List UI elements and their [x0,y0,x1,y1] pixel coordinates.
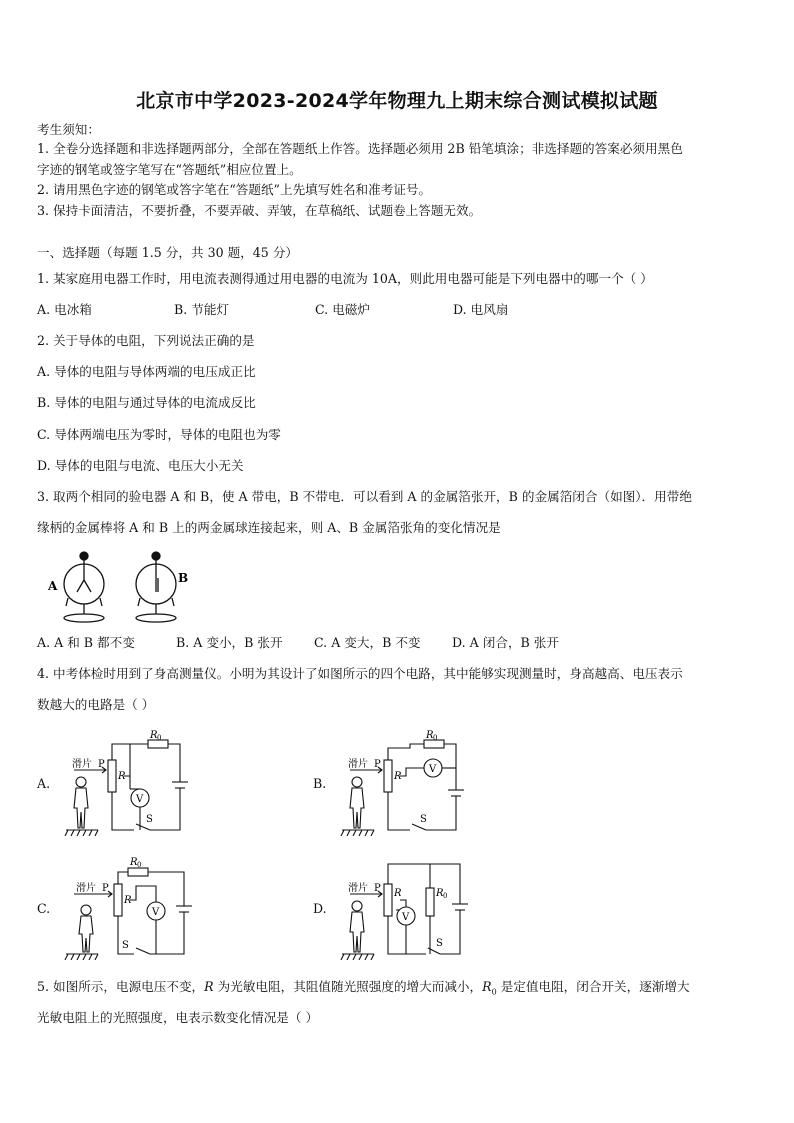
page-title: 北京市中学2023-2024学年物理九上期末综合测试模拟试题 [136,90,658,112]
question-4-option-c: C. [37,901,51,916]
q5-text-c: 是定值电阻，闭合开关，逐渐增大 [496,979,690,994]
question-4-option-b: B. [313,776,327,791]
voltmeter-label: V [136,794,144,805]
question-1-option-d: D. 电风扇 [453,302,509,317]
electroscope-b-label: B [178,571,189,585]
q5-text-a: 5. 如图所示，电源电压不变， [37,979,205,994]
slider-label: 滑片 [72,759,92,770]
question-3-option-b: B. A 变小，B 张开 [176,635,283,650]
resistor-r0-label: R [426,730,434,741]
electroscope-a-label: A [48,579,58,593]
question-4-option-a: A. [37,776,51,791]
slider-p-label: P [374,759,381,770]
circuit-d [340,850,470,960]
question-5-stem-line1 [37,979,757,1001]
resistor-r0-label: R [150,730,158,741]
resistor-r0-sub: 0 [433,734,438,742]
resistor-r-label: R [118,771,126,782]
question-4-stem-line2: 数越大的电路是（ ） [37,697,155,712]
q5-r0-sub: 0 [491,987,497,997]
slider-label: 滑片 [348,883,368,894]
slider-p-label: P [102,883,109,894]
q5-text-b: 为光敏电阻，其阻值随光照强度的增大而减小， [213,979,483,994]
circuit-b [340,726,470,836]
notice-item: 3. 保持卡面清洁，不要折叠，不要弄破、弄皱，在草稿纸、试题卷上答题无效。 [37,203,482,218]
circuit-a [64,726,194,836]
resistor-r-label: R [394,771,402,782]
voltmeter-label: V [152,907,160,918]
question-3-option-a: A. A 和 B 都不变 [37,635,135,650]
slider-label: 滑片 [76,883,96,894]
question-5-stem-line2: 光敏电阻上的光照强度，电表示数变化情况是（ ） [37,1010,319,1025]
notice-heading: 考生须知： [37,122,100,137]
question-4-stem-line1: 4. 中考体检时用到了身高测量仪。小明为其设计了如图所示的四个电路，其中能够实现测量时，身高越高、电压表示 [37,666,683,681]
question-1-option-a: A. 电冰箱 [37,302,92,317]
resistor-r0-sub: 0 [157,734,162,742]
resistor-r-label: R [394,888,402,899]
question-3-option-c: C. A 变大，B 不变 [314,635,421,650]
electroscope-a [64,552,104,622]
question-1-stem: 1. 某家庭用电器工作时，用电流表测得通过用电器的电流为 10A，则此用电器可能是下列电器中的哪一个（ ） [37,271,653,286]
resistor-r0-label: R [130,857,138,868]
switch-label: S [122,940,129,951]
q5-r0-symbol: R [482,979,492,994]
slider-p-label: P [98,759,105,770]
question-3-stem-line1: 3. 取两个相同的验电器 A 和 B，使 A 带电，B 不带电．可以看到 A 的金属箔张开，B 的金属箔闭合（如图）．用带绝 [37,489,692,504]
slider-label: 滑片 [348,759,368,770]
resistor-r0-sub: 0 [137,861,142,869]
voltmeter-label: V [429,764,437,775]
switch-label: S [420,814,427,825]
slider-p-label: P [374,883,381,894]
resistor-r0-sub: 0 [443,892,448,900]
voltmeter-label: V [402,912,410,923]
question-2-option-b: B. 导体的电阻与通过导体的电流成反比 [37,395,256,410]
electroscope-figure [40,548,210,628]
question-3-option-d: D. A 闭合，B 张开 [452,635,559,650]
notice-item: 字迹的钢笔或签字笔写在“答题纸”相应位置上。 [37,162,302,177]
resistor-r-label: R [124,895,132,906]
question-2-stem: 2. 关于导体的电阻，下列说法正确的是 [37,333,255,348]
question-3-stem-line2: 缘柄的金属棒将 A 和 B 上的两金属球连接起来，则 A、B 金属箔张角的变化情况是 [37,520,501,535]
electroscope-b [136,552,176,622]
question-1-option-c: C. 电磁炉 [315,302,370,317]
section-heading: 一、选择题（每题 1.5 分，共 30 题，45 分） [37,245,299,260]
question-2-option-c: C. 导体两端电压为零时，导体的电阻也为零 [37,427,281,442]
notice-item: 1. 全卷分选择题和非选择题两部分，全部在答题纸上作答。选择题必须用 2B 铅笔填涂；非选择题的答案必须用黑色 [37,141,683,156]
resistor-r0-label: R [436,888,444,899]
switch-label: S [436,938,443,949]
question-2-option-a: A. 导体的电阻与导体两端的电压成正比 [37,364,256,379]
notice-item: 2. 请用黑色字迹的钢笔或答字笔在“答题纸”上先填写姓名和准考证号。 [37,182,432,197]
switch-label: S [146,814,153,825]
q5-r-symbol: R [204,979,214,994]
question-2-option-d: D. 导体的电阻与电流、电压大小无关 [37,458,244,473]
circuit-c [64,850,194,960]
question-4-option-d: D. [313,901,327,916]
question-1-option-b: B. 节能灯 [174,302,230,317]
